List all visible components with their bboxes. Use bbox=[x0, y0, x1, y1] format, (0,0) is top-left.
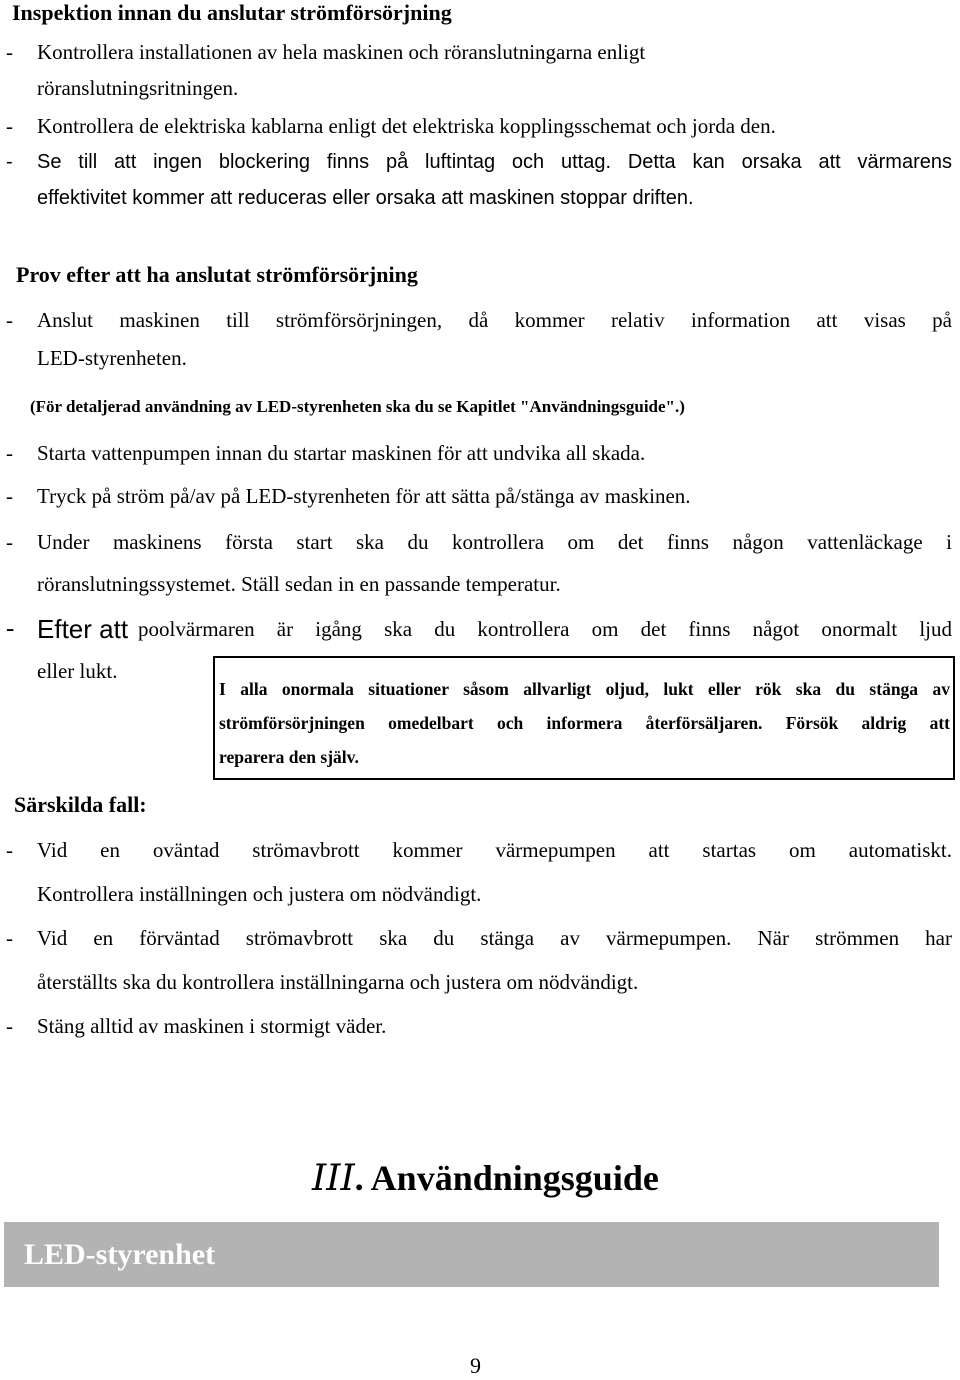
list-item-line: LED-styrenheten. bbox=[37, 346, 187, 370]
list-item bbox=[6, 916, 952, 1004]
list-item-line: Tryck på ström på/av på LED-styrenheten för att sätta på/stänga av maskinen. bbox=[37, 484, 691, 508]
list-dash: - bbox=[6, 441, 13, 465]
list-item-line: Se till att ingen blockering finns på luftintag och uttag. Detta kan orsaka att värmarens bbox=[37, 151, 952, 173]
list-item bbox=[6, 521, 952, 605]
chapter-title bbox=[312, 1156, 659, 1201]
list-dash: - bbox=[6, 114, 13, 138]
list-item-line: röranslutningsritningen. bbox=[37, 76, 239, 100]
page-number: 9 bbox=[470, 1353, 481, 1378]
section-heading-special: Särskilda fall: bbox=[14, 792, 147, 817]
list-item bbox=[6, 301, 952, 377]
list-item-line: återställts ska du kontrollera inställningarna och justera om nödvändigt. bbox=[37, 970, 639, 994]
section-banner bbox=[4, 1222, 939, 1287]
warning-line: reparera den själv. bbox=[219, 747, 359, 767]
list-dash: - bbox=[6, 615, 15, 642]
list-item bbox=[6, 34, 952, 106]
section-banner-label: LED-styrenhet bbox=[24, 1238, 216, 1271]
list-item-line: röranslutningssystemet. Ställ sedan in en passande temperatur. bbox=[37, 572, 561, 596]
list-item-line: Stäng alltid av maskinen i stormigt väder. bbox=[37, 1014, 387, 1038]
list-dash: - bbox=[6, 484, 13, 508]
warning-line: I alla onormala situationer såsom allvarligt oljud, lukt eller rök ska du stänga av bbox=[219, 679, 950, 699]
note-reference: (För detaljerad användning av LED-styrenheten ska du se Kapitlet "Användningsguide".) bbox=[30, 397, 685, 416]
list-dash: - bbox=[6, 530, 13, 554]
list-item-line: Kontrollera de elektriska kablarna enligt det elektriska kopplingsschemat och jorda den. bbox=[37, 114, 776, 138]
chapter-roman-numeral: III bbox=[312, 1158, 355, 1199]
list-dash: - bbox=[6, 838, 13, 862]
list-item-line: Vid en oväntad strömavbrott kommer värmepumpen att startas om automatiskt. bbox=[37, 838, 952, 862]
list-item-line: Under maskinens första start ska du kontrollera om det finns någon vattenläckage i bbox=[37, 530, 952, 554]
list-item bbox=[6, 828, 952, 916]
list-item-rest: poolvärmaren är igång ska du kontrollera om det finns något onormalt ljud bbox=[138, 617, 952, 641]
warning-box bbox=[213, 656, 955, 780]
list-item-line: Kontrollera installationen av hela maskinen och röranslutningarna enligt bbox=[37, 40, 646, 64]
chapter-title-text: . Användningsguide bbox=[354, 1158, 659, 1198]
list-dash: - bbox=[6, 40, 13, 64]
list-item bbox=[6, 144, 952, 216]
list-item-line: effektivitet kommer att reduceras eller orsaka att maskinen stoppar driften. bbox=[37, 187, 694, 209]
list-dash: - bbox=[6, 1014, 13, 1038]
section-heading-inspection: Inspektion innan du anslutar strömförsörjning bbox=[12, 0, 452, 25]
list-item-line: eller lukt. bbox=[37, 659, 118, 683]
list-item-lead: Efter att bbox=[37, 614, 129, 644]
list-dash: - bbox=[6, 308, 13, 332]
list-item bbox=[6, 477, 952, 515]
list-item-line: Anslut maskinen till strömförsörjningen, då kommer relativ information att visas på bbox=[37, 308, 952, 332]
list-item-line: Kontrollera inställningen och justera om nödvändigt. bbox=[37, 882, 482, 906]
list-dash: - bbox=[6, 926, 13, 950]
list-item bbox=[6, 108, 952, 144]
list-item-line bbox=[37, 608, 952, 650]
section-heading-test: Prov efter att ha anslutat strömförsörjning bbox=[16, 262, 418, 287]
list-item-line: Vid en förväntad strömavbrott ska du stänga av värmepumpen. När strömmen har bbox=[37, 926, 952, 950]
list-item-line: Starta vattenpumpen innan du startar maskinen för att undvika all skada. bbox=[37, 441, 646, 465]
list-item bbox=[6, 434, 952, 472]
warning-line: strömförsörjningen omedelbart och informera återförsäljaren. Försök aldrig att bbox=[219, 713, 950, 733]
list-dash: - bbox=[6, 151, 13, 173]
list-item bbox=[6, 1004, 952, 1048]
